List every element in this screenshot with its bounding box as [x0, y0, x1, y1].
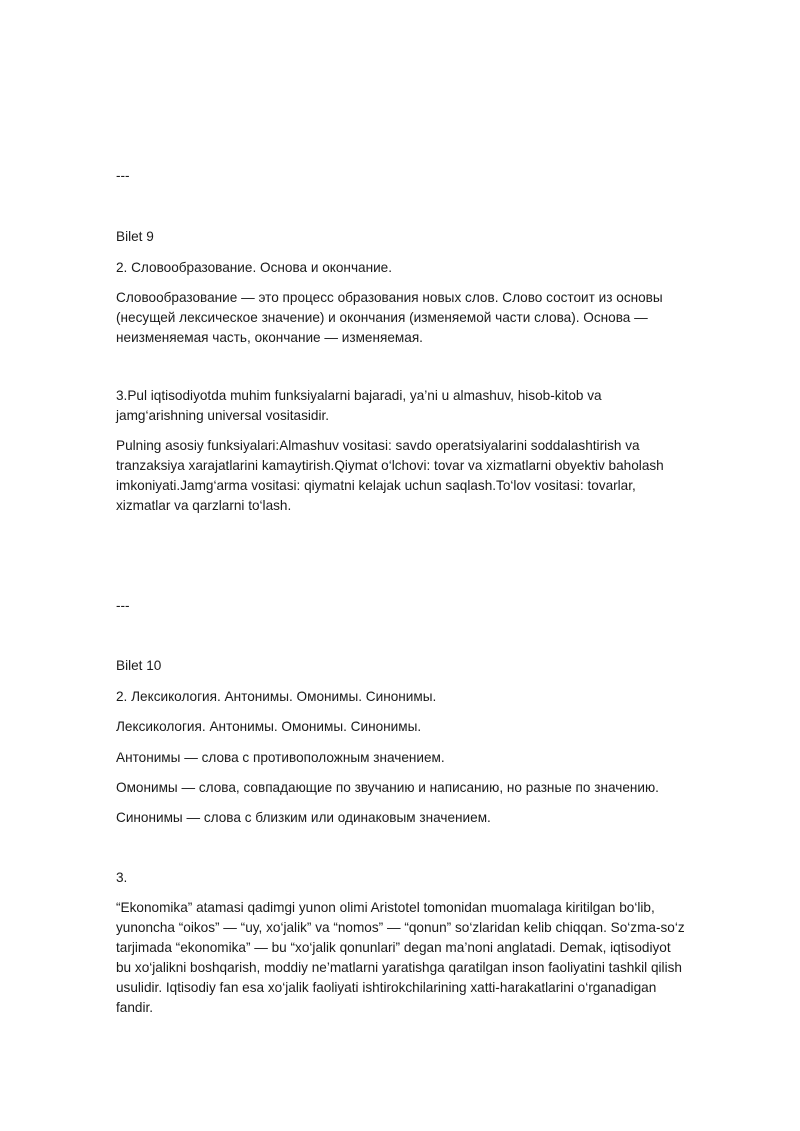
- question-answer: “Ekonomika” atamasi qadimgi yunon olimi Aristotel tomonidan muomalaga kiritilgan bo‘lib, yunoncha “oikos” — “uy, xo‘jalik” va “nomos” — “qonun” so‘zlaridan kelib chiqqan. So‘zma-so‘z tarjimada “ekonomika” — bu “xo‘jalik qonunlari” degan ma’noni anglatadi. Demak, iqtisodiyot bu xo‘jalikni boshqarish, moddiy ne’matlarni yaratishga qaratilgan inson faoliyatini tashkil qilish usulidir. Iqtisodiy fan esa xo‘jalik faoliyati ishtirokchilarining xatti-harakatlarini o‘rganadigan fandir.: [116, 900, 685, 1015]
- question-answer: Лексикология. Антонимы. Омонимы. Синонимы.: [116, 719, 422, 734]
- ticket-title: Bilet 10: [116, 658, 162, 673]
- question-heading: 3.: [116, 870, 128, 885]
- definition-antonyms: Антонимы — слова с противоположным значением.: [116, 750, 445, 765]
- question-heading: 3.Pul iqtisodiyotda muhim funksiyalarni bajaradi, ya’ni u almashuv, hisob-kitob va jamg‘arishning universal vositasidir.: [116, 388, 602, 423]
- question-heading: 2. Лексикология. Антонимы. Омонимы. Синонимы.: [116, 689, 437, 704]
- section-separator: ---: [116, 598, 130, 613]
- definition-homonyms: Омонимы — слова, совпадающие по звучанию и написанию, но разные по значению.: [116, 780, 659, 795]
- definition-synonyms: Синонимы — слова с близким или одинаковым значением.: [116, 810, 491, 825]
- question-answer: Pulning asosiy funksiyalari:Almashuv vositasi: savdo operatsiyalarini soddalashtirish va tranzaksiya xarajatlarini kamaytirish.Qiymat o‘lchovi: tovar va xizmatlarni obyektiv baholash imkoniyati.Jamg‘arma vositasi: qiymatni kelajak uchun saqlash.To‘lov vositasi: tovarlar, xizmatlar va qarzlarni to‘lash.: [116, 438, 664, 513]
- question-heading: 2. Словообразование. Основа и окончание.: [116, 260, 393, 275]
- ticket-title: Bilet 9: [116, 229, 154, 244]
- section-separator: ---: [116, 168, 130, 183]
- question-answer: Словообразование — это процесс образования новых слов. Слово состоит из основы (несущей лексическое значение) и окончания (изменяемой части слова). Основа — неизменяемая часть, окончание — изменяемая.: [116, 290, 663, 345]
